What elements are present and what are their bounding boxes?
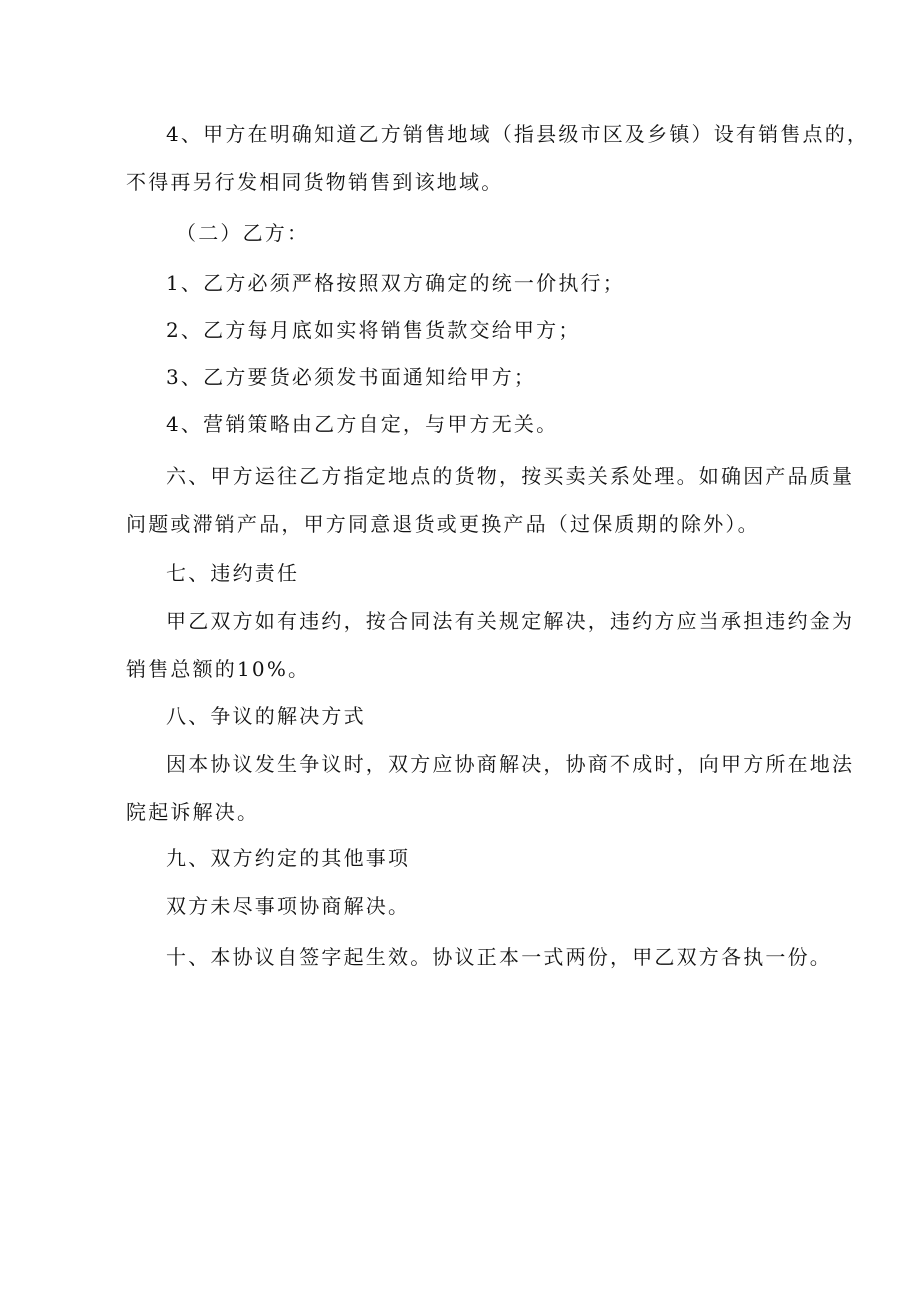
- heading-party-b: [0, 209, 920, 257]
- text-line: 六、甲方运往乙方指定地点的货物，按买卖关系处理。如确因产品质量: [166, 464, 855, 488]
- text-line: 因本协议发生争议时，双方应协商解决，协商不成时，向甲方所在地法: [166, 752, 855, 776]
- text-line: 销售总额的10%。: [126, 657, 311, 681]
- text-line: 九、双方约定的其他事项: [166, 846, 411, 870]
- heading-section-8: [0, 692, 920, 740]
- paragraph-clause-4-party-b: [0, 400, 920, 448]
- text-line: 不得再另行发相同货物销售到该地域。: [126, 170, 504, 194]
- text-line: 3、乙方要货必须发书面通知给甲方；: [166, 365, 537, 389]
- text-line: 4、营销策略由乙方自定，与甲方无关。: [166, 412, 559, 436]
- text-line: 八、争议的解决方式: [166, 704, 366, 728]
- paragraph-breach-liability: [0, 597, 920, 693]
- text-line: 院起诉解决。: [126, 800, 260, 824]
- paragraph-clause-2-party-b: [0, 306, 920, 354]
- heading-section-7: [0, 549, 920, 597]
- paragraph-other-matters: [0, 882, 920, 930]
- text-line: 4、甲方在明确知道乙方销售地域（指县级市区及乡镇）设有销售点的，: [166, 122, 870, 146]
- paragraph-dispute-resolution: [0, 740, 920, 836]
- text-line: （二）乙方：: [176, 221, 310, 245]
- text-line: 甲乙双方如有违约，按合同法有关规定解决，违约方应当承担违约金为: [166, 609, 855, 633]
- text-line: 七、违约责任: [166, 561, 300, 585]
- text-line: 双方未尽事项协商解决。: [166, 894, 411, 918]
- text-line: 2、乙方每月底如实将销售货款交给甲方；: [166, 318, 581, 342]
- heading-section-9: [0, 834, 920, 882]
- text-line: 问题或滞销产品，甲方同意退货或更换产品（过保质期的除外）。: [126, 512, 760, 536]
- text-line: 十、本协议自签字起生效。协议正本一式两份，甲乙双方各执一份。: [166, 945, 832, 969]
- text-line: 1、乙方必须严格按照双方确定的统一价执行；: [166, 271, 625, 295]
- paragraph-section-6: [0, 452, 920, 548]
- paragraph-clause-1-party-b: [0, 259, 920, 307]
- paragraph-clause-4-party-a: [0, 110, 920, 206]
- paragraph-clause-3-party-b: [0, 353, 920, 401]
- paragraph-section-10: [0, 933, 920, 981]
